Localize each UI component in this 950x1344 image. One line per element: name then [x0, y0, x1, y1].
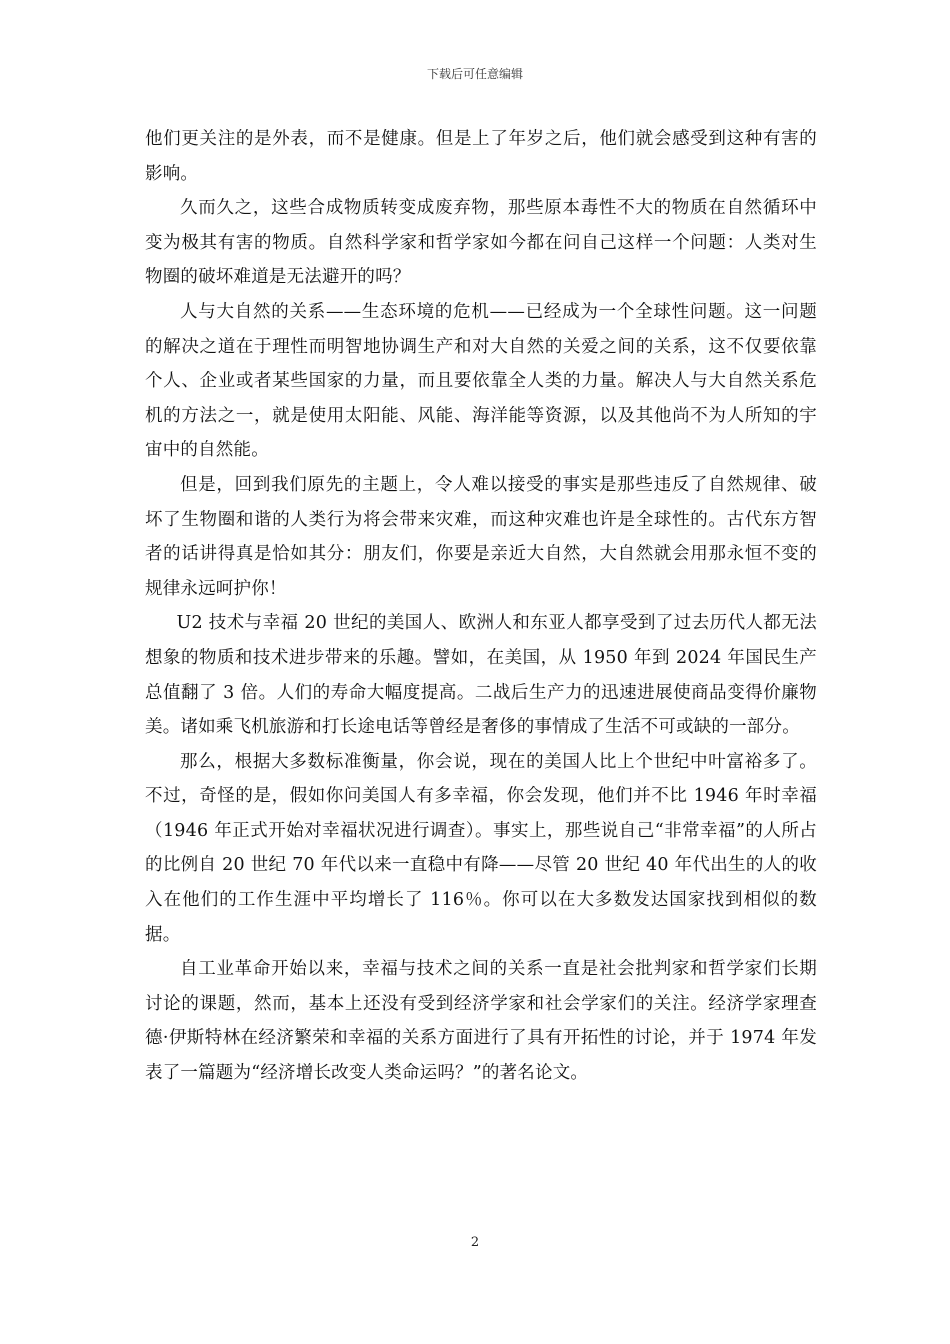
paragraph-4: 但是，回到我们原先的主题上，令人难以接受的事实是那些违反了自然规律、破坏了生物圈和谐的人类行为将会带来灾难，而这种灾难也许是全球性的。古代东方智者的话讲得真是恰如其分：朋友们，你要是亲近大自然，大自然就会用那永恒不变的规律永远呵护你！	[145, 474, 817, 599]
page-header: 下载后可任意编辑	[426, 67, 523, 81]
paragraph-2: 久而久之，这些合成物质转变成废弃物，那些原本毒性不大的物质在自然循环中变为极其有害的物质。自然科学家和哲学家如今都在问自己这样一个问题：人类对生物圈的破坏难道是无法避开的吗？	[145, 198, 817, 288]
paragraph-7: 自工业革命开始以来，幸福与技术之间的关系一直是社会批判家和哲学家们长期讨论的课题，然而，基本上还没有受到经济学家和社会学家们的关注。经济学家理查德·伊斯特林在经济繁荣和幸福的关系方面进行了具有开拓性的讨论，并于 1974 年发表了一篇题为“经济增长改变人类命运吗？”的著名论文。	[145, 959, 817, 1084]
paragraph-5: U2 技术与幸福 20 世纪的美国人、欧洲人和东亚人都享受到了过去历代人都无法想象的物质和技术进步带来的乐趣。譬如，在美国，从 1950 年到 2024 年国民生产总值翻了 3 倍。人们的寿命大幅度提高。二战后生产力的迅速进展使商品变得价廉物美。诸如乘飞机旅游和打长途电话等曾经是奢侈的事情成了生活不可或缺的一部分。	[145, 613, 817, 738]
page-number: 2	[470, 1235, 480, 1250]
paragraph-1: 他们更关注的是外表，而不是健康。但是上了年岁之后，他们就会感受到这种有害的影响。	[145, 129, 817, 184]
paragraph-6: 那么，根据大多数标准衡量，你会说，现在的美国人比上个世纪中叶富裕多了。不过，奇怪的是，假如你问美国人有多幸福，你会发现，他们并不比 1946 年时幸福（1946 年正式开始对幸福状况进行调查）。事实上，那些说自己“非常幸福”的人所占的比例自 20 世纪 70 年代以来一直稳中有降——尽管 20 世纪 40 年代出生的人的收入在他们的工作生涯中平均增长了 116％。你可以在大多数发达国家找到相似的数据。	[145, 751, 817, 945]
paragraph-3: 人与大自然的关系——生态环境的危机——已经成为一个全球性问题。这一问题的解决之道在于理性而明智地协调生产和对大自然的关爱之间的关系，这不仅要依靠个人、企业或者某些国家的力量，而且要依靠全人类的力量。解决人与大自然关系危机的方法之一，就是使用太阳能、风能、海洋能等资源，以及其他尚不为人所知的宇宙中的自然能。	[145, 301, 817, 461]
document-body	[145, 122, 817, 1091]
